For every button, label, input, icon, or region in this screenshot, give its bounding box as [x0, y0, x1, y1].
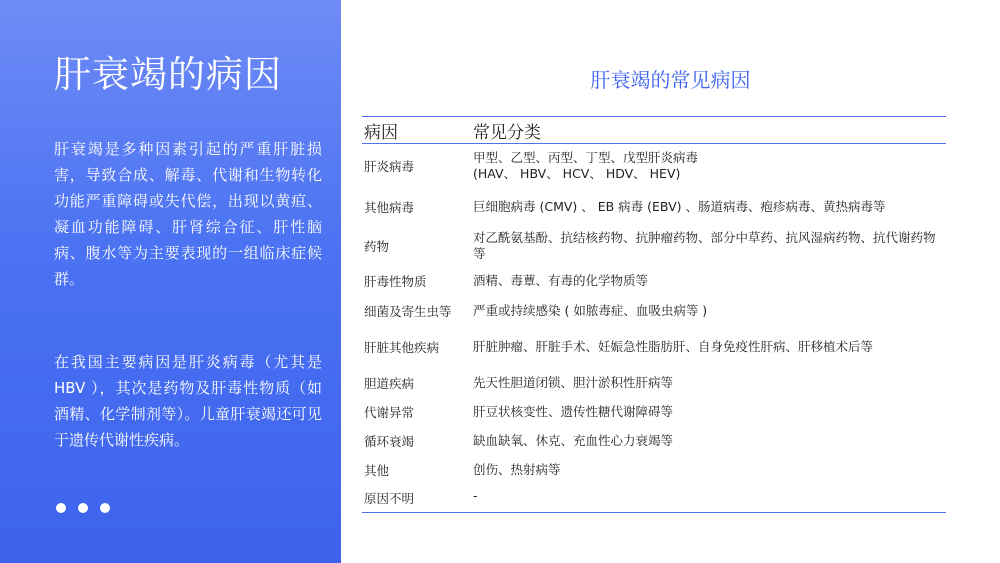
dot: [56, 503, 66, 513]
pagination-dots: [56, 503, 110, 513]
cell-cause: 其他病毒: [364, 200, 415, 215]
cell-cause: 代谢异常: [364, 404, 415, 420]
cause-paragraph: 在我国主要病因是肝炎病毒（尤其是 HBV ），其次是药物及肝毒性物质（如酒精、化学制剂等）。儿童肝衰竭还可见于遗传代谢性疾病。: [54, 353, 322, 449]
table-title: 肝衰竭的常见病因: [590, 68, 751, 92]
cell-cause: 原因不明: [364, 491, 415, 506]
table-row: [362, 226, 946, 266]
page-title: 肝衰竭的病因: [54, 53, 282, 96]
cell-cause: 肝炎病毒: [364, 159, 415, 174]
cell-category: 先天性胆道闭锁、胆汁淤积性肝病等: [473, 374, 674, 390]
table-row: [362, 397, 946, 426]
cell-category: 严重或持续感染 ( 如脓毒症、血吸虫病等 ): [473, 302, 708, 318]
cell-category: 肝脏肿瘤、肝脏手术、妊娠急性脂肪肝、自身免疫性肝病、肝移植术后等: [473, 339, 874, 354]
cell-category: 甲型、乙型、丙型、丁型、戊型肝炎病毒 (HAV、 HBV、 HCV、 HDV、 HEV): [473, 150, 699, 181]
intro-paragraph: 肝衰竭是多种因素引起的严重肝脏损害，导致合成、解毒、代谢和生物转化功能严重障碍或失代偿，出现以黄疸、凝血功能障碍、肝肾综合征、肝性脑病、腹水等为主要表现的一组临床症候群。: [54, 140, 322, 288]
cell-cause: 循环衰竭: [364, 433, 415, 449]
table-bottom-rule: [362, 512, 946, 513]
cell-category: 创伤、热射病等: [473, 461, 561, 477]
cell-category: 巨细胞病毒 (CMV) 、 EB 病毒 (EBV) 、肠道病毒、疱疹病毒、黄热病毒等: [473, 199, 886, 214]
table-row: [362, 455, 946, 484]
cell-cause: 胆道疾病: [364, 375, 415, 391]
causes-table: [362, 116, 946, 513]
cell-category: 酒精、毒蕈、有毒的化学物质等: [473, 272, 649, 288]
cell-cause: 药物: [364, 239, 390, 254]
header-category: 常见分类: [473, 122, 541, 143]
table-row: [362, 426, 946, 455]
cell-category: 肝豆状核变性、遗传性糖代谢障碍等: [473, 403, 674, 419]
dot: [78, 503, 88, 513]
cell-cause: 肝毒性物质: [364, 273, 427, 289]
cell-cause: 细菌及寄生虫等: [364, 303, 452, 319]
table-header: [362, 117, 946, 143]
cell-cause: 肝脏其他疾病: [364, 340, 440, 355]
header-cause: 病因: [364, 122, 398, 143]
cell-cause: 其他: [364, 462, 390, 478]
cell-category: 缺血缺氧、休克、充血性心力衰竭等: [473, 432, 674, 448]
left-panel: [0, 0, 341, 563]
table-row: [362, 144, 946, 188]
table-row: [362, 266, 946, 295]
table-body: [362, 144, 946, 512]
table-row: [362, 326, 946, 368]
cell-category: 对乙酰氨基酚、抗结核药物、抗肿瘤药物、部分中草药、抗风湿病药物、抗代谢药物等: [473, 230, 936, 261]
table-row: [362, 484, 946, 512]
table-row: [362, 188, 946, 226]
table-row: [362, 295, 946, 326]
dot: [100, 503, 110, 513]
cell-category: -: [473, 488, 478, 503]
table-row: [362, 368, 946, 397]
